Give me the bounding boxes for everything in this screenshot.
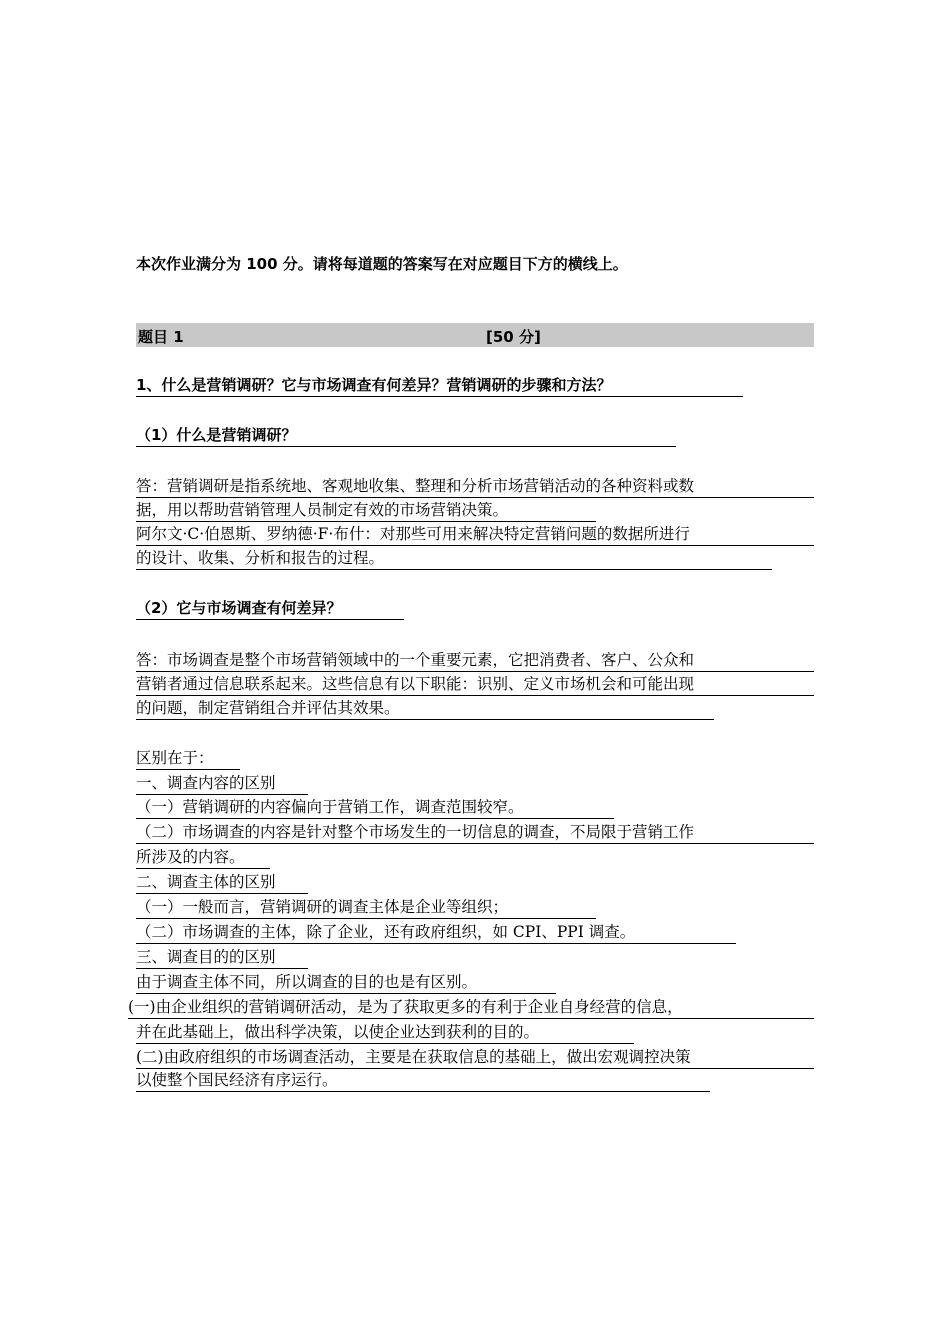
diff-line: 二、调查主体的区别 <box>136 871 308 894</box>
question-title: 1、什么是营销调研？它与市场调查有何差异？营销调研的步骤和方法？ <box>136 374 743 397</box>
answer-line: 据，用以帮助营销管理人员制定有效的市场营销决策。 <box>136 499 596 522</box>
answer-line: 的问题，制定营销组合并评估其效果。 <box>136 697 714 720</box>
answer-line: 的设计、收集、分析和报告的过程。 <box>136 547 772 570</box>
diff-line: 以使整个国民经济有序运行。 <box>136 1069 710 1092</box>
diff-line: （一）一般而言，营销调研的调查主体是企业等组织； <box>136 896 596 919</box>
diff-line: 由于调查主体不同，所以调查的目的也是有区别。 <box>136 971 556 994</box>
question-label: 题目 1 <box>138 328 184 346</box>
answer-line: 答：营销调研是指系统地、客观地收集、整理和分析市场营销活动的各种资料或数 <box>136 475 814 498</box>
intro-text: 本次作业满分为 100 分。请将每道题的答案写在对应题目下方的横线上。 <box>136 255 628 273</box>
diff-line: 三、调查目的的区别 <box>136 946 308 969</box>
diff-line: （二）市场调查的内容是针对整个市场发生的一切信息的调查，不局限于营销工作 <box>136 821 814 844</box>
diff-line: 区别在于： <box>136 747 240 770</box>
diff-line: 并在此基础上，做出科学决策，以使企业达到获利的目的。 <box>136 1021 634 1044</box>
diff-line: （二）市场调查的主体，除了企业，还有政府组织，如 CPI、PPI 调查。 <box>136 921 736 944</box>
question-header-bar <box>136 323 814 347</box>
diff-line: 一、调查内容的区别 <box>136 772 308 795</box>
diff-line: （一）营销调研的内容偏向于营销工作，调查范围较窄。 <box>136 796 614 819</box>
answer-line: 答：市场调查是整个市场营销领域中的一个重要元素，它把消费者、客户、公众和 <box>136 649 814 672</box>
question-score: [50 分] <box>486 328 541 346</box>
part2-heading: （2）它与市场调查有何差异？ <box>136 597 404 620</box>
diff-line: (一)由企业组织的营销调研活动，是为了获取更多的有利于企业自身经营的信息， <box>128 996 814 1019</box>
diff-line: (二)由政府组织的市场调查活动，主要是在获取信息的基础上，做出宏观调控决策 <box>136 1046 814 1069</box>
answer-line: 营销者通过信息联系起来。这些信息有以下职能：识别、定义市场机会和可能出现 <box>136 673 814 696</box>
diff-line: 所涉及的内容。 <box>136 846 270 869</box>
part1-heading: （1）什么是营销调研？ <box>136 424 676 447</box>
answer-line: 阿尔文·C·伯恩斯、罗纳德·F·布什：对那些可用来解决特定营销问题的数据所进行 <box>136 523 814 546</box>
